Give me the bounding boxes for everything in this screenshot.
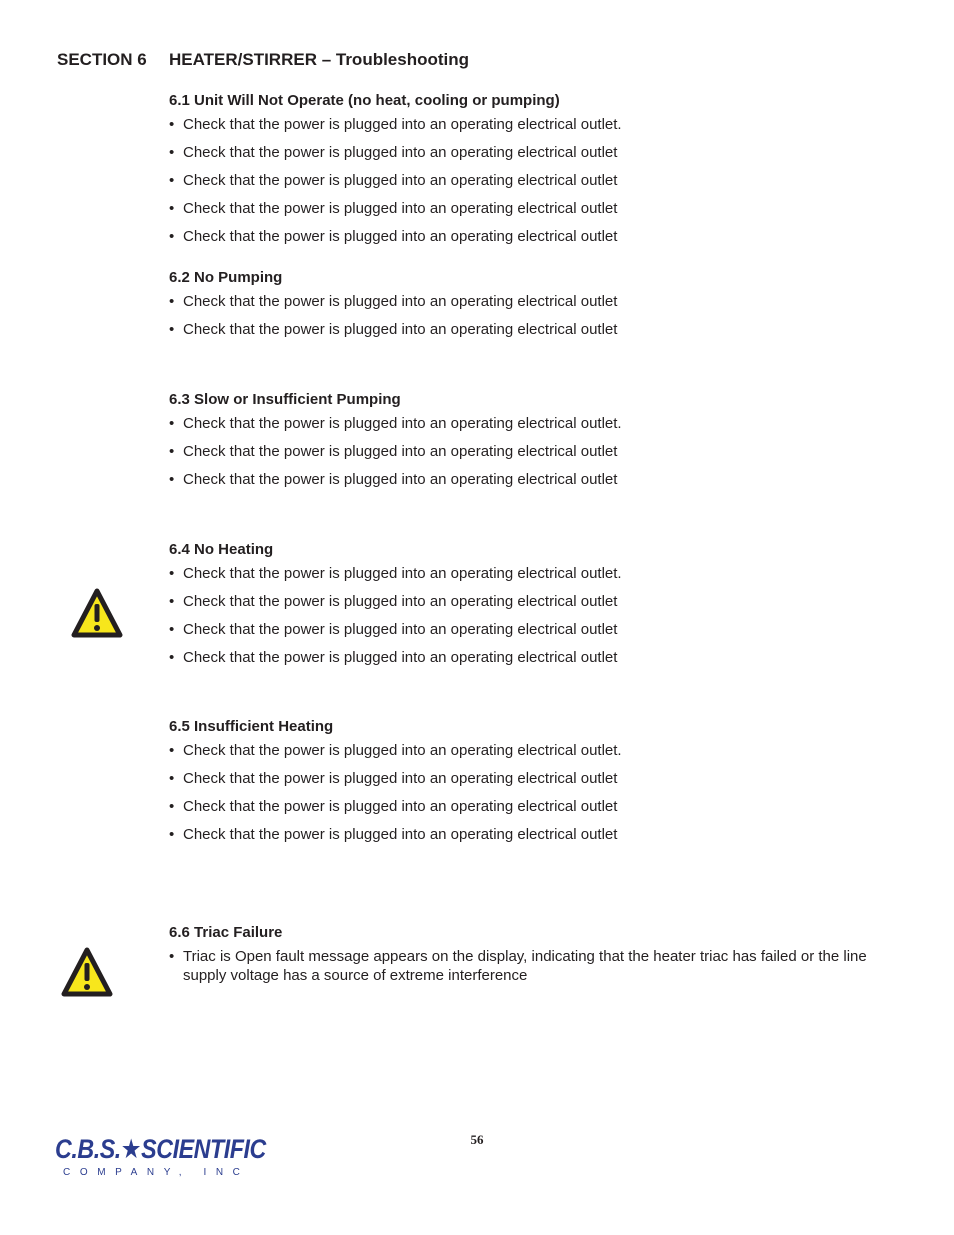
subsection-6-6 <box>169 924 904 994</box>
subsection-6-4 <box>169 541 909 676</box>
list-item: • Check that the power is plugged into an operating electrical outlet <box>169 200 618 217</box>
logo-subtitle: COMPANY, INC <box>63 1167 250 1178</box>
bullet: • <box>169 144 175 161</box>
bullet-list <box>169 115 909 246</box>
list-item: • Check that the power is plugged into an operating electrical outlet. <box>169 742 622 759</box>
bullet: • <box>169 565 175 582</box>
subsection-title: 6.4 No Heating <box>169 541 274 558</box>
page-number: 56 <box>470 1132 484 1147</box>
bullet: • <box>169 116 175 133</box>
list-item: • Check that the power is plugged into an operating electrical outlet <box>169 443 618 460</box>
bullet-list <box>169 292 909 339</box>
list-item: • Check that the power is plugged into an operating electrical outlet <box>169 144 618 161</box>
subsection-6-3 <box>169 391 909 498</box>
subsection-title: 6.2 No Pumping <box>169 269 283 286</box>
company-logo <box>55 1134 266 1184</box>
bullet: • <box>169 798 175 815</box>
list-item: • Check that the power is plugged into an operating electrical outlet <box>169 770 618 787</box>
logo-wordmark: C.B.S.★SCIENTIFIC <box>55 1134 266 1164</box>
subsection-title: 6.3 Slow or Insufficient Pumping <box>169 391 401 408</box>
bullet-list <box>169 414 909 489</box>
list-item: • Check that the power is plugged into an operating electrical outlet <box>169 649 618 666</box>
bullet: • <box>169 415 175 432</box>
bullet: • <box>169 471 175 488</box>
bullet: • <box>169 321 175 338</box>
bullet: • <box>169 593 175 610</box>
bullet: • <box>169 200 175 217</box>
list-item: • Check that the power is plugged into an operating electrical outlet <box>169 172 618 189</box>
bullet-list <box>169 947 904 985</box>
list-item: • Check that the power is plugged into an operating electrical outlet <box>169 798 618 815</box>
list-item: • Check that the power is plugged into an operating electrical outlet <box>169 471 618 488</box>
list-item: • Check that the power is plugged into an operating electrical outlet <box>169 621 618 638</box>
bullet: • <box>169 172 175 189</box>
bullet: • <box>169 948 175 965</box>
bullet: • <box>169 770 175 787</box>
section-number: SECTION 6 <box>57 50 147 69</box>
subsection-title: 6.1 Unit Will Not Operate (no heat, cooling or pumping) <box>169 92 560 109</box>
list-item: • Triac is Open fault message appears on the display, indicating that the heater triac has failed or the line supply voltage has a source of extreme interference <box>169 948 867 984</box>
list-item: • Check that the power is plugged into an operating electrical outlet. <box>169 116 622 133</box>
section-title: HEATER/STIRRER – Troubleshooting <box>169 50 470 69</box>
bullet: • <box>169 742 175 759</box>
subsection-title: 6.5 Insufficient Heating <box>169 718 334 735</box>
list-item: • Check that the power is plugged into an operating electrical outlet. <box>169 565 622 582</box>
section-heading <box>57 50 469 70</box>
bullet: • <box>169 293 175 310</box>
list-item: • Check that the power is plugged into an operating electrical outlet <box>169 593 618 610</box>
subsection-title: 6.6 Triac Failure <box>169 924 283 941</box>
bullet-list <box>169 564 909 667</box>
warning-triangle-icon <box>61 947 113 997</box>
bullet: • <box>169 621 175 638</box>
list-item: • Check that the power is plugged into an operating electrical outlet <box>169 228 618 245</box>
subsection-6-1 <box>169 92 909 255</box>
list-item: • Check that the power is plugged into an operating electrical outlet. <box>169 415 622 432</box>
subsection-6-2 <box>169 269 909 348</box>
subsection-6-5 <box>169 718 909 853</box>
list-item: • Check that the power is plugged into an operating electrical outlet <box>169 826 618 843</box>
bullet-list <box>169 741 909 844</box>
bullet: • <box>169 649 175 666</box>
list-item: • Check that the power is plugged into an operating electrical outlet <box>169 293 618 310</box>
list-item: • Check that the power is plugged into an operating electrical outlet <box>169 321 618 338</box>
bullet: • <box>169 228 175 245</box>
warning-triangle-icon <box>71 588 123 638</box>
bullet: • <box>169 443 175 460</box>
bullet: • <box>169 826 175 843</box>
